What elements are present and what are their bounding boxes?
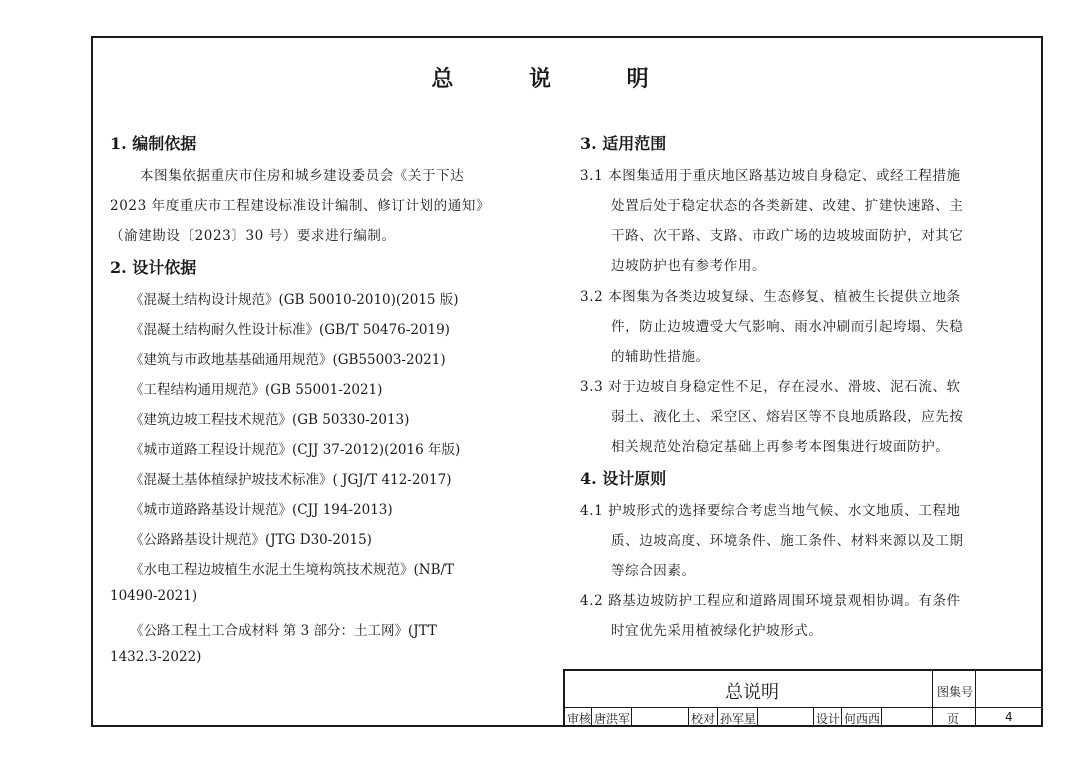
title-block-divider bbox=[841, 707, 842, 727]
page-number: 4 bbox=[1005, 710, 1013, 724]
title-block-divider bbox=[932, 671, 933, 727]
page-label: 页 bbox=[947, 712, 960, 726]
reference-item: 《建筑边坡工程技术规范》(GB 50330-2013) bbox=[130, 412, 410, 428]
reference-item: 《工程结构通用规范》(GB 55001-2021) bbox=[130, 382, 383, 398]
atlas-number-label: 图集号 bbox=[937, 685, 974, 699]
section-3-line: 3.3 对于边坡自身稳定性不足，存在浸水、滑坡、泥石流、软 bbox=[580, 379, 961, 395]
title-block-divider bbox=[881, 707, 882, 727]
reference-item: 《混凝土结构耐久性设计标准》(GB/T 50476-2019) bbox=[130, 322, 450, 338]
section-4-heading: 4. 设计原则 bbox=[580, 469, 667, 488]
reference-item: 《公路路基设计规范》(JTG D30-2015) bbox=[130, 532, 372, 548]
section-4-line: 4.1 护坡形式的选择要综合考虑当地气候、水文地质、工程地 bbox=[580, 503, 961, 519]
section-4-line: 质、边坡高度、环境条件、施工条件、材料来源以及工期 bbox=[611, 533, 964, 549]
checker-name: 孙军星 bbox=[720, 712, 757, 726]
section-3-line: 3.2 本图集为各类边坡复绿、生态修复、植被生长提供立地条 bbox=[580, 289, 961, 305]
drawing-name: 总说明 bbox=[725, 682, 779, 703]
section-3-line: 处置后处于稳定状态的各类新建、改建、扩建快速路、主 bbox=[611, 198, 964, 214]
reference-item: 《城市道路路基设计规范》(CJJ 194-2013) bbox=[130, 502, 393, 518]
section-3-heading: 3. 适用范围 bbox=[580, 134, 667, 153]
title-block-divider bbox=[813, 707, 814, 727]
section-3-line: 弱土、液化土、采空区、熔岩区等不良地质路段，应先按 bbox=[611, 409, 964, 425]
review-label: 审核 bbox=[567, 712, 592, 726]
title-block-divider bbox=[565, 707, 1043, 708]
check-label: 校对 bbox=[691, 712, 716, 726]
section-3-line: 件，防止边坡遭受大气影响、雨水冲刷而引起垮塌、失稳 bbox=[611, 319, 964, 335]
reference-item: 10490-2021) bbox=[110, 588, 198, 604]
reference-item: 《公路工程土工合成材料 第 3 部分：土工网》(JTT bbox=[130, 623, 437, 639]
title-block-divider bbox=[757, 707, 758, 727]
reference-item: 《水电工程边坡植生水泥土生境构筑技术规范》(NB/T bbox=[130, 562, 455, 578]
section-3-line: 相关规范处治稳定基础上再参考本图集进行坡面防护。 bbox=[611, 439, 950, 455]
designer-name: 何西西 bbox=[844, 712, 881, 726]
reference-item: 1432.3-2022) bbox=[110, 649, 202, 665]
reviewer-name: 唐洪军 bbox=[594, 712, 631, 726]
section-3-line: 的辅助性措施。 bbox=[611, 349, 710, 365]
title-block-divider bbox=[631, 707, 632, 727]
title-block bbox=[563, 669, 1043, 727]
section-1-line: 2023 年度重庆市工程建设标准设计编制、修订计划的通知》 bbox=[110, 198, 491, 214]
section-3-line: 3.1 本图集适用于重庆地区路基边坡自身稳定、或经工程措施 bbox=[580, 168, 961, 184]
reference-item: 《建筑与市政地基基础通用规范》(GB55003-2021) bbox=[130, 352, 446, 368]
section-1-line: 本图集依据重庆市住房和城乡建设委员会《关于下达 bbox=[140, 168, 465, 184]
section-3-line: 干路、次干路、支路、市政广场的边坡坡面防护，对其它 bbox=[611, 228, 964, 244]
reference-item: 《混凝土结构设计规范》(GB 50010-2010)(2015 版) bbox=[130, 292, 459, 308]
section-4-line: 等综合因素。 bbox=[611, 563, 696, 579]
title-block-divider bbox=[717, 707, 718, 727]
section-1-line: （渝建勘设〔2023〕30 号）要求进行编制。 bbox=[110, 228, 396, 244]
section-2-heading: 2. 设计依据 bbox=[110, 258, 197, 277]
title-block-divider bbox=[975, 671, 976, 727]
reference-item: 《城市道路工程设计规范》(CJJ 37-2012)(2016 年版) bbox=[130, 442, 461, 458]
section-4-line: 时宜优先采用植被绿化护坡形式。 bbox=[611, 623, 823, 639]
section-1-heading: 1. 编制依据 bbox=[110, 134, 197, 153]
reference-item: 《混凝土基体植绿护坡技术标准》( JGJ/T 412-2017) bbox=[130, 472, 452, 488]
section-4-line: 4.2 路基边坡防护工程应和道路周围环境景观相协调。有条件 bbox=[580, 593, 961, 609]
title-block-divider bbox=[591, 707, 592, 727]
section-3-line: 边坡防护也有参考作用。 bbox=[611, 258, 767, 274]
page-title: 总 说 明 bbox=[431, 66, 683, 92]
title-block-divider bbox=[688, 707, 689, 727]
design-label: 设计 bbox=[816, 712, 841, 726]
